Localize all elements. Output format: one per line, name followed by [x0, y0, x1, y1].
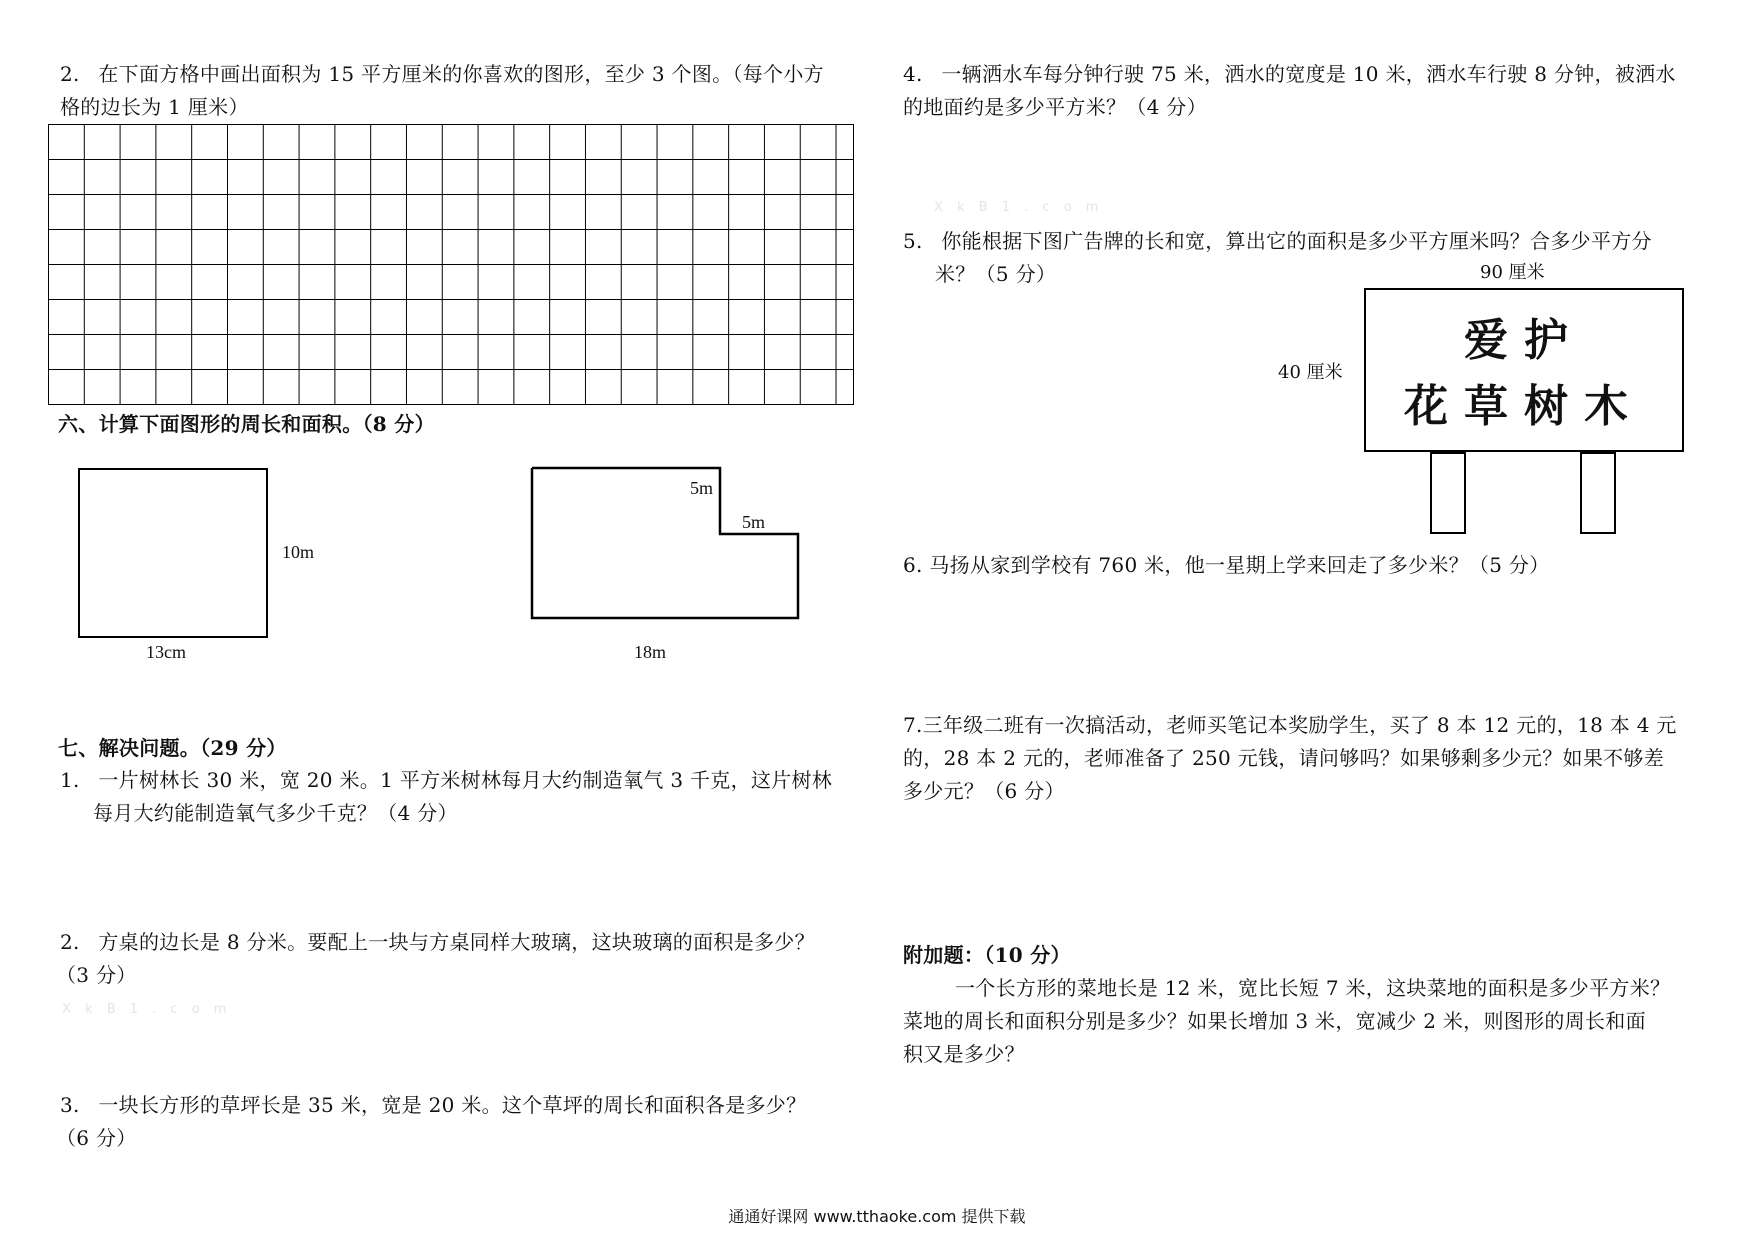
bonus-line3: 积又是多少？ [903, 1042, 1025, 1066]
left-q2-line2: 格的边长为 1 厘米） [60, 95, 249, 119]
square-figure [78, 468, 268, 638]
section7-q2 [60, 926, 815, 959]
left-q2-number: 2. [60, 62, 80, 86]
left-watermark: X k B 1 . c o m [62, 1002, 232, 1017]
left-q2 [60, 58, 824, 91]
square-side-label: 10m [282, 542, 315, 562]
billboard [1364, 288, 1684, 452]
right-q7-line3: 多少元？（6 分） [903, 779, 1065, 803]
bonus-line1: 一个长方形的菜地长是 12 米，宽比长短 7 米，这块菜地的面积是多少平方米？ [955, 976, 1671, 1000]
l-shape-top-label: 5m [690, 478, 714, 498]
section7-q2-line2: （3 分） [56, 963, 137, 987]
billboard-post-left [1430, 452, 1466, 534]
right-q5-line1: 你能根据下图广告牌的长和宽，算出它的面积是多少平方厘米吗？合多少平方分 [941, 229, 1652, 253]
right-q4-line2: 的地面约是多少平方米？（4 分） [903, 95, 1207, 119]
square-bottom-label: 13cm [146, 642, 186, 662]
right-q4 [903, 58, 1676, 91]
right-q5 [903, 225, 1652, 258]
right-watermark: X k B 1 . c o m [934, 200, 1104, 215]
sign-height-label: 40 厘米 [1278, 362, 1343, 383]
section7-q2-number: 2. [60, 930, 80, 954]
page-footer: 通通好课网 www.tthaoke.com 提供下载 [728, 1207, 1026, 1226]
section7-q3-number: 3. [60, 1093, 80, 1117]
right-q6: 6. 马扬从家到学校有 760 米，他一星期上学来回走了多少米？（5 分） [903, 553, 1550, 577]
l-shape-outline [532, 468, 798, 618]
section7-q3-line1: 一块长方形的草坪长是 35 米，宽是 20 米。这个草坪的周长和面积各是多少？ [98, 1093, 807, 1117]
section7-q1-line2: 每月大约能制造氧气多少千克？（4 分） [93, 801, 458, 825]
right-q5-line2: 米？（5 分） [935, 262, 1057, 286]
l-shape-bottom-label: 18m [634, 642, 667, 662]
drawing-grid[interactable] [48, 124, 854, 405]
section6-title: 六、计算下面图形的周长和面积。（8 分） [58, 412, 435, 436]
right-q4-line1: 一辆洒水车每分钟行驶 75 米，洒水的宽度是 10 米，洒水车行驶 8 分钟，被洒水 [941, 62, 1676, 86]
left-q2-line1: 在下面方格中画出面积为 15 平方厘米的你喜欢的图形，至少 3 个图。（每个小方 [98, 62, 824, 86]
section7-q1-line1: 一片树林长 30 米，宽 20 米。1 平方米树林每月大约制造氧气 3 千克，这片树林 [98, 768, 833, 792]
section7-q3 [60, 1089, 806, 1122]
l-shape-figure [530, 466, 802, 622]
section7-q3-line2: （6 分） [56, 1126, 137, 1150]
right-q7-line2: 的，28 本 2 元的，老师准备了 250 元钱，请问够吗？如果够剩多少元？如果不够差 [903, 746, 1665, 770]
section7-title: 七、解决问题。（29 分） [58, 736, 287, 760]
section7-q1-number: 1. [60, 768, 80, 792]
section7-q1 [60, 764, 832, 797]
billboard-line2: 花草树木 [1404, 381, 1644, 432]
right-q5-number: 5. [903, 229, 923, 253]
billboard-post-right [1580, 452, 1616, 534]
right-q4-number: 4. [903, 62, 923, 86]
l-shape-step-label: 5m [742, 512, 766, 532]
section7-q2-line1: 方桌的边长是 8 分米。要配上一块与方桌同样大玻璃，这块玻璃的面积是多少？ [98, 930, 815, 954]
sign-width-label: 90 厘米 [1480, 262, 1545, 283]
bonus-line2: 菜地的周长和面积分别是多少？如果长增加 3 米，宽减少 2 米，则图形的周长和面 [903, 1009, 1646, 1033]
right-q7-line1: 7.三年级二班有一次搞活动，老师买笔记本奖励学生，买了 8 本 12 元的，18 本 4 元 [903, 713, 1677, 737]
bonus-title: 附加题：（10 分） [903, 943, 1071, 967]
billboard-line1: 爱护 [1464, 315, 1584, 366]
